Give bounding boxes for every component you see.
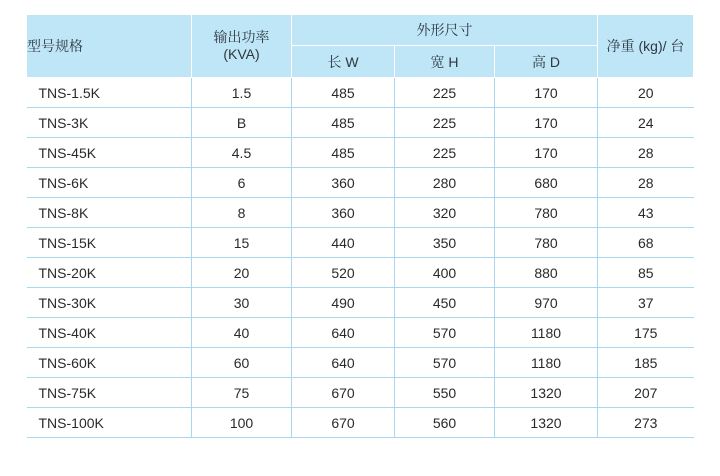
power-cell: B bbox=[192, 108, 292, 138]
weight-cell: 185 bbox=[598, 348, 694, 378]
weight-cell: 207 bbox=[598, 378, 694, 408]
table-row bbox=[27, 288, 694, 318]
length-cell: 485 bbox=[292, 108, 395, 138]
table-row bbox=[27, 108, 694, 138]
length-cell: 670 bbox=[292, 408, 395, 438]
header-length: 长 W bbox=[292, 46, 395, 78]
power-cell: 4.5 bbox=[192, 138, 292, 168]
weight-cell: 20 bbox=[598, 78, 694, 108]
header-weight: 净重 (kg)/ 台 bbox=[598, 15, 694, 78]
height-cell: 170 bbox=[495, 108, 598, 138]
height-cell: 170 bbox=[495, 78, 598, 108]
power-cell: 30 bbox=[192, 288, 292, 318]
table-row bbox=[27, 78, 694, 108]
length-cell: 670 bbox=[292, 378, 395, 408]
width-cell: 560 bbox=[395, 408, 495, 438]
table-row bbox=[27, 168, 694, 198]
power-cell: 8 bbox=[192, 198, 292, 228]
height-cell: 880 bbox=[495, 258, 598, 288]
model-cell: TNS-60K bbox=[27, 348, 192, 378]
model-cell: TNS-8K bbox=[27, 198, 192, 228]
header-model: 型号规格 bbox=[27, 15, 192, 78]
width-cell: 225 bbox=[395, 138, 495, 168]
model-cell: TNS-45K bbox=[27, 138, 192, 168]
power-cell: 100 bbox=[192, 408, 292, 438]
height-cell: 1180 bbox=[495, 348, 598, 378]
power-cell: 75 bbox=[192, 378, 292, 408]
model-cell: TNS-40K bbox=[27, 318, 192, 348]
table-row bbox=[27, 408, 694, 438]
width-cell: 550 bbox=[395, 378, 495, 408]
weight-cell: 43 bbox=[598, 198, 694, 228]
header-height: 高 D bbox=[495, 46, 598, 78]
table-body bbox=[27, 78, 694, 438]
model-cell: TNS-3K bbox=[27, 108, 192, 138]
height-cell: 170 bbox=[495, 138, 598, 168]
weight-cell: 273 bbox=[598, 408, 694, 438]
height-cell: 1320 bbox=[495, 408, 598, 438]
model-cell: TNS-30K bbox=[27, 288, 192, 318]
power-cell: 20 bbox=[192, 258, 292, 288]
width-cell: 400 bbox=[395, 258, 495, 288]
weight-cell: 28 bbox=[598, 138, 694, 168]
width-cell: 570 bbox=[395, 348, 495, 378]
power-cell: 6 bbox=[192, 168, 292, 198]
length-cell: 485 bbox=[292, 78, 395, 108]
header-power-line1: 输出功率 bbox=[213, 29, 270, 45]
length-cell: 360 bbox=[292, 198, 395, 228]
header-power-line2: (KVA) bbox=[223, 46, 260, 62]
width-cell: 320 bbox=[395, 198, 495, 228]
height-cell: 680 bbox=[495, 168, 598, 198]
width-cell: 280 bbox=[395, 168, 495, 198]
model-cell: TNS-75K bbox=[27, 378, 192, 408]
length-cell: 485 bbox=[292, 138, 395, 168]
weight-cell: 37 bbox=[598, 288, 694, 318]
weight-cell: 24 bbox=[598, 108, 694, 138]
header-width: 宽 H bbox=[395, 46, 495, 78]
model-cell: TNS-6K bbox=[27, 168, 192, 198]
width-cell: 225 bbox=[395, 108, 495, 138]
power-cell: 40 bbox=[192, 318, 292, 348]
power-cell: 1.5 bbox=[192, 78, 292, 108]
weight-cell: 85 bbox=[598, 258, 694, 288]
length-cell: 360 bbox=[292, 168, 395, 198]
length-cell: 640 bbox=[292, 318, 395, 348]
model-cell: TNS-1.5K bbox=[27, 78, 192, 108]
width-cell: 450 bbox=[395, 288, 495, 318]
header-power bbox=[192, 15, 292, 78]
model-cell: TNS-100K bbox=[27, 408, 192, 438]
length-cell: 640 bbox=[292, 348, 395, 378]
header-dimensions: 外形尺寸 bbox=[292, 15, 598, 46]
weight-cell: 175 bbox=[598, 318, 694, 348]
width-cell: 225 bbox=[395, 78, 495, 108]
table-row bbox=[27, 318, 694, 348]
table-row bbox=[27, 348, 694, 378]
length-cell: 440 bbox=[292, 228, 395, 258]
height-cell: 780 bbox=[495, 198, 598, 228]
table-row bbox=[27, 228, 694, 258]
model-cell: TNS-15K bbox=[27, 228, 192, 258]
weight-cell: 28 bbox=[598, 168, 694, 198]
length-cell: 520 bbox=[292, 258, 395, 288]
model-cell: TNS-20K bbox=[27, 258, 192, 288]
table-row bbox=[27, 198, 694, 228]
power-cell: 60 bbox=[192, 348, 292, 378]
table-header bbox=[27, 15, 694, 78]
table-row bbox=[27, 258, 694, 288]
table-row bbox=[27, 138, 694, 168]
width-cell: 350 bbox=[395, 228, 495, 258]
height-cell: 780 bbox=[495, 228, 598, 258]
power-cell: 15 bbox=[192, 228, 292, 258]
length-cell: 490 bbox=[292, 288, 395, 318]
height-cell: 1180 bbox=[495, 318, 598, 348]
table-row bbox=[27, 378, 694, 408]
height-cell: 970 bbox=[495, 288, 598, 318]
spec-table bbox=[26, 14, 694, 438]
width-cell: 570 bbox=[395, 318, 495, 348]
weight-cell: 68 bbox=[598, 228, 694, 258]
height-cell: 1320 bbox=[495, 378, 598, 408]
